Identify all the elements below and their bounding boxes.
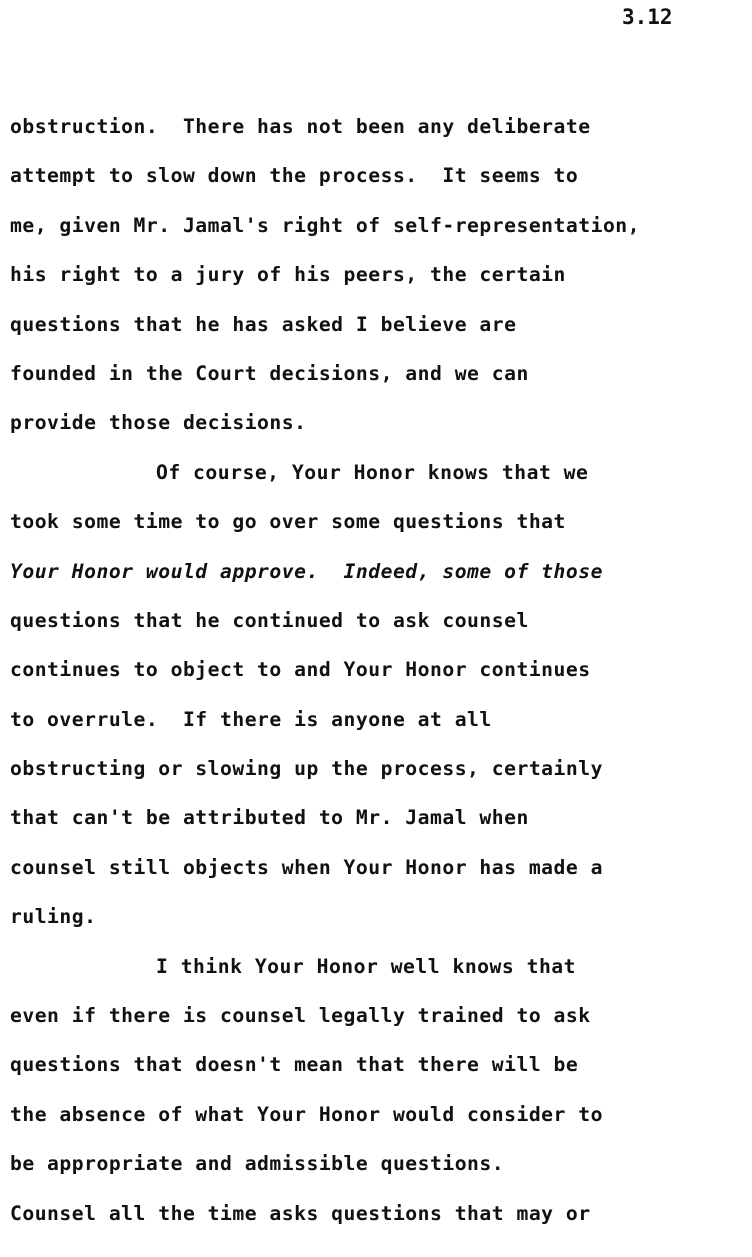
transcript-line-indented: Of course, Your Honor knows that we	[156, 460, 589, 484]
transcript-line: even if there is counsel legally trained to ask	[10, 1004, 591, 1028]
transcript-line: Your Honor would approve. Indeed, some of those	[10, 559, 603, 583]
transcript-line: provide those decisions.	[10, 411, 307, 435]
transcript-line: the absence of what Your Honor would consider to	[10, 1102, 603, 1126]
transcript-line: to overrule. If there is anyone at all	[10, 707, 492, 731]
transcript-line: questions that he has asked I believe are	[10, 312, 517, 336]
transcript-line: obstructing or slowing up the process, certainly	[10, 757, 603, 781]
transcript-line-indented: I think Your Honor well knows that	[156, 954, 576, 978]
transcript-line: continues to object to and Your Honor continues	[10, 658, 591, 682]
transcript-line: that can't be attributed to Mr. Jamal when	[10, 806, 529, 830]
transcript-line: counsel still objects when Your Honor has made a	[10, 855, 603, 879]
transcript-line: obstruction. There has not been any deliberate	[10, 115, 591, 138]
transcript-line: be appropriate and admissible questions.	[10, 1152, 505, 1176]
transcript-line: took some time to go over some questions that	[10, 510, 566, 534]
transcript-line: ruling.	[10, 905, 97, 929]
transcript-line: questions that doesn't mean that there will be	[10, 1053, 579, 1077]
transcript-line: his right to a jury of his peers, the certain	[10, 263, 566, 287]
page-number: 3.12	[622, 5, 673, 29]
transcript-line: Counsel all the time asks questions that may or	[10, 1201, 591, 1225]
transcript-line: attempt to slow down the process. It seems to	[10, 164, 579, 188]
transcript-line: questions that he continued to ask counsel	[10, 608, 529, 632]
transcript-body	[10, 102, 752, 1238]
transcript-line: founded in the Court decisions, and we can	[10, 361, 529, 385]
transcript-line: me, given Mr. Jamal's right of self-representation,	[10, 213, 640, 237]
